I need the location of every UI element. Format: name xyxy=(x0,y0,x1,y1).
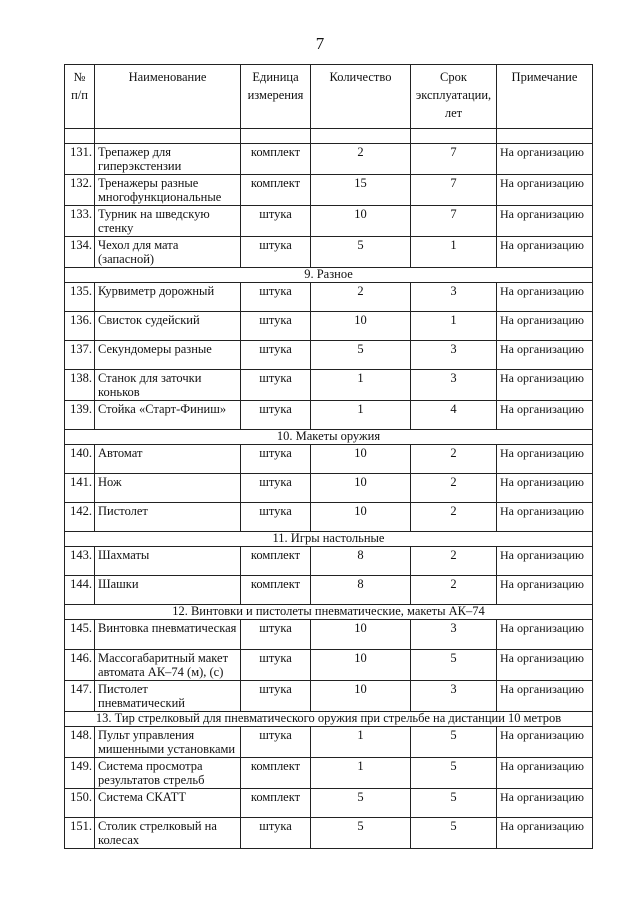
item-note: На организацию xyxy=(497,547,593,576)
item-note: На организацию xyxy=(497,681,593,712)
header-qty: Количество xyxy=(311,65,411,129)
item-service-life: 5 xyxy=(411,818,497,849)
item-service-life: 2 xyxy=(411,503,497,532)
item-quantity: 2 xyxy=(311,144,411,175)
table-row xyxy=(65,370,593,401)
item-quantity: 15 xyxy=(311,175,411,206)
row-number: 140. xyxy=(65,445,95,474)
section-title: 11. Игры настольные xyxy=(65,532,593,547)
item-service-life: 2 xyxy=(411,576,497,605)
item-service-life: 3 xyxy=(411,283,497,312)
header-name: Наименование xyxy=(95,65,241,129)
table-row xyxy=(65,547,593,576)
table-row xyxy=(65,283,593,312)
item-note: На организацию xyxy=(497,620,593,650)
item-unit: комплект xyxy=(241,175,311,206)
table-row xyxy=(65,818,593,849)
item-quantity: 10 xyxy=(311,445,411,474)
table-header-row xyxy=(65,65,593,129)
section-title: 9. Разное xyxy=(65,268,593,283)
item-unit: комплект xyxy=(241,758,311,789)
item-quantity: 1 xyxy=(311,727,411,758)
section-row xyxy=(65,532,593,547)
item-quantity: 2 xyxy=(311,283,411,312)
item-name: Пистолет xyxy=(95,503,241,532)
section-row xyxy=(65,268,593,283)
row-number: 145. xyxy=(65,620,95,650)
item-quantity: 10 xyxy=(311,474,411,503)
table-row xyxy=(65,474,593,503)
item-quantity: 5 xyxy=(311,789,411,818)
item-unit: штука xyxy=(241,206,311,237)
item-quantity: 10 xyxy=(311,206,411,237)
row-number: 138. xyxy=(65,370,95,401)
table-row xyxy=(65,206,593,237)
item-note: На организацию xyxy=(497,144,593,175)
item-service-life: 7 xyxy=(411,206,497,237)
item-unit: комплект xyxy=(241,576,311,605)
item-quantity: 10 xyxy=(311,650,411,681)
table-row xyxy=(65,237,593,268)
item-unit: комплект xyxy=(241,144,311,175)
item-name: Автомат xyxy=(95,445,241,474)
section-title: 13. Тир стрелковый для пневматического оружия при стрельбе на дистанции 10 метров xyxy=(65,712,593,727)
table-row xyxy=(65,401,593,430)
item-quantity: 10 xyxy=(311,503,411,532)
item-quantity: 1 xyxy=(311,758,411,789)
item-unit: штука xyxy=(241,503,311,532)
row-number: 143. xyxy=(65,547,95,576)
section-title: 10. Макеты оружия xyxy=(65,430,593,445)
item-service-life: 1 xyxy=(411,312,497,341)
item-name: Свисток судейский xyxy=(95,312,241,341)
item-name: Система СКАТТ xyxy=(95,789,241,818)
item-note: На организацию xyxy=(497,818,593,849)
item-quantity: 8 xyxy=(311,576,411,605)
item-unit: комплект xyxy=(241,547,311,576)
item-name: Чехол для мата (запасной) xyxy=(95,237,241,268)
item-name: Секундомеры разные xyxy=(95,341,241,370)
item-unit: штука xyxy=(241,283,311,312)
item-unit: штука xyxy=(241,370,311,401)
item-quantity: 8 xyxy=(311,547,411,576)
item-service-life: 3 xyxy=(411,620,497,650)
item-name: Винтовка пневматическая xyxy=(95,620,241,650)
item-note: На организацию xyxy=(497,401,593,430)
item-quantity: 5 xyxy=(311,818,411,849)
item-note: На организацию xyxy=(497,474,593,503)
item-name: Пульт управления мишенными установками xyxy=(95,727,241,758)
item-unit: штука xyxy=(241,312,311,341)
equipment-table xyxy=(64,64,593,849)
table-row xyxy=(65,503,593,532)
section-title: 12. Винтовки и пистолеты пневматические, макеты АК–74 xyxy=(65,605,593,620)
row-number: 149. xyxy=(65,758,95,789)
header-unit: Единица измерения xyxy=(241,65,311,129)
row-number: 147. xyxy=(65,681,95,712)
item-service-life: 5 xyxy=(411,758,497,789)
table-row xyxy=(65,789,593,818)
item-note: На организацию xyxy=(497,312,593,341)
item-note: На организацию xyxy=(497,789,593,818)
header-note: Примечание xyxy=(497,65,593,129)
item-name: Массогабаритный макет автомата АК–74 (м), (с) xyxy=(95,650,241,681)
item-service-life: 7 xyxy=(411,175,497,206)
row-number: 134. xyxy=(65,237,95,268)
item-quantity: 10 xyxy=(311,681,411,712)
item-service-life: 5 xyxy=(411,789,497,818)
row-number: 146. xyxy=(65,650,95,681)
header-spacer-row xyxy=(65,129,593,144)
item-service-life: 2 xyxy=(411,547,497,576)
item-note: На организацию xyxy=(497,341,593,370)
item-name: Тренажеры разные многофункциональные xyxy=(95,175,241,206)
item-name: Шахматы xyxy=(95,547,241,576)
item-note: На организацию xyxy=(497,727,593,758)
item-service-life: 1 xyxy=(411,237,497,268)
item-unit: штука xyxy=(241,474,311,503)
section-row xyxy=(65,712,593,727)
item-name: Турник на шведскую стенку xyxy=(95,206,241,237)
table-row xyxy=(65,312,593,341)
item-unit: штука xyxy=(241,681,311,712)
section-row xyxy=(65,605,593,620)
item-note: На организацию xyxy=(497,206,593,237)
item-unit: комплект xyxy=(241,789,311,818)
table-row xyxy=(65,620,593,650)
item-unit: штука xyxy=(241,341,311,370)
item-service-life: 3 xyxy=(411,341,497,370)
section-row xyxy=(65,430,593,445)
row-number: 136. xyxy=(65,312,95,341)
table-row xyxy=(65,576,593,605)
row-number: 150. xyxy=(65,789,95,818)
item-service-life: 3 xyxy=(411,370,497,401)
table-row xyxy=(65,175,593,206)
item-name: Курвиметр дорожный xyxy=(95,283,241,312)
item-name: Шашки xyxy=(95,576,241,605)
page-number: 7 xyxy=(315,34,325,53)
item-name: Станок для заточки коньков xyxy=(95,370,241,401)
item-note: На организацию xyxy=(497,445,593,474)
item-note: На организацию xyxy=(497,758,593,789)
item-service-life: 5 xyxy=(411,650,497,681)
item-note: На организацию xyxy=(497,503,593,532)
item-unit: штука xyxy=(241,818,311,849)
item-name: Нож xyxy=(95,474,241,503)
item-service-life: 5 xyxy=(411,727,497,758)
row-number: 144. xyxy=(65,576,95,605)
item-unit: штука xyxy=(241,445,311,474)
item-quantity: 5 xyxy=(311,341,411,370)
table-row xyxy=(65,144,593,175)
row-number: 141. xyxy=(65,474,95,503)
item-name: Трепажер для гиперэкстензии xyxy=(95,144,241,175)
item-service-life: 2 xyxy=(411,445,497,474)
item-quantity: 10 xyxy=(311,620,411,650)
item-note: На организацию xyxy=(497,175,593,206)
row-number: 142. xyxy=(65,503,95,532)
table-row xyxy=(65,758,593,789)
table-row xyxy=(65,341,593,370)
table-row xyxy=(65,445,593,474)
item-service-life: 3 xyxy=(411,681,497,712)
row-number: 132. xyxy=(65,175,95,206)
item-quantity: 5 xyxy=(311,237,411,268)
table-row xyxy=(65,650,593,681)
row-number: 139. xyxy=(65,401,95,430)
row-number: 133. xyxy=(65,206,95,237)
row-number: 135. xyxy=(65,283,95,312)
table-row xyxy=(65,681,593,712)
item-name: Стойка «Старт-Финиш» xyxy=(95,401,241,430)
header-num: № п/п xyxy=(65,65,95,129)
item-note: На организацию xyxy=(497,283,593,312)
item-name: Пистолет пневматический xyxy=(95,681,241,712)
item-unit: штука xyxy=(241,237,311,268)
table-row xyxy=(65,727,593,758)
item-name: Система просмотра результатов стрельб xyxy=(95,758,241,789)
row-number: 148. xyxy=(65,727,95,758)
row-number: 131. xyxy=(65,144,95,175)
item-name: Столик стрелковый на колесах xyxy=(95,818,241,849)
table-body xyxy=(65,144,593,849)
item-service-life: 2 xyxy=(411,474,497,503)
item-unit: штука xyxy=(241,650,311,681)
item-quantity: 1 xyxy=(311,401,411,430)
header-life: Срок эксплуатации, лет xyxy=(411,65,497,129)
item-unit: штука xyxy=(241,620,311,650)
item-note: На организацию xyxy=(497,576,593,605)
item-service-life: 4 xyxy=(411,401,497,430)
item-note: На организацию xyxy=(497,370,593,401)
row-number: 151. xyxy=(65,818,95,849)
item-unit: штука xyxy=(241,727,311,758)
item-note: На организацию xyxy=(497,237,593,268)
item-quantity: 1 xyxy=(311,370,411,401)
item-note: На организацию xyxy=(497,650,593,681)
item-quantity: 10 xyxy=(311,312,411,341)
item-service-life: 7 xyxy=(411,144,497,175)
row-number: 137. xyxy=(65,341,95,370)
item-unit: штука xyxy=(241,401,311,430)
